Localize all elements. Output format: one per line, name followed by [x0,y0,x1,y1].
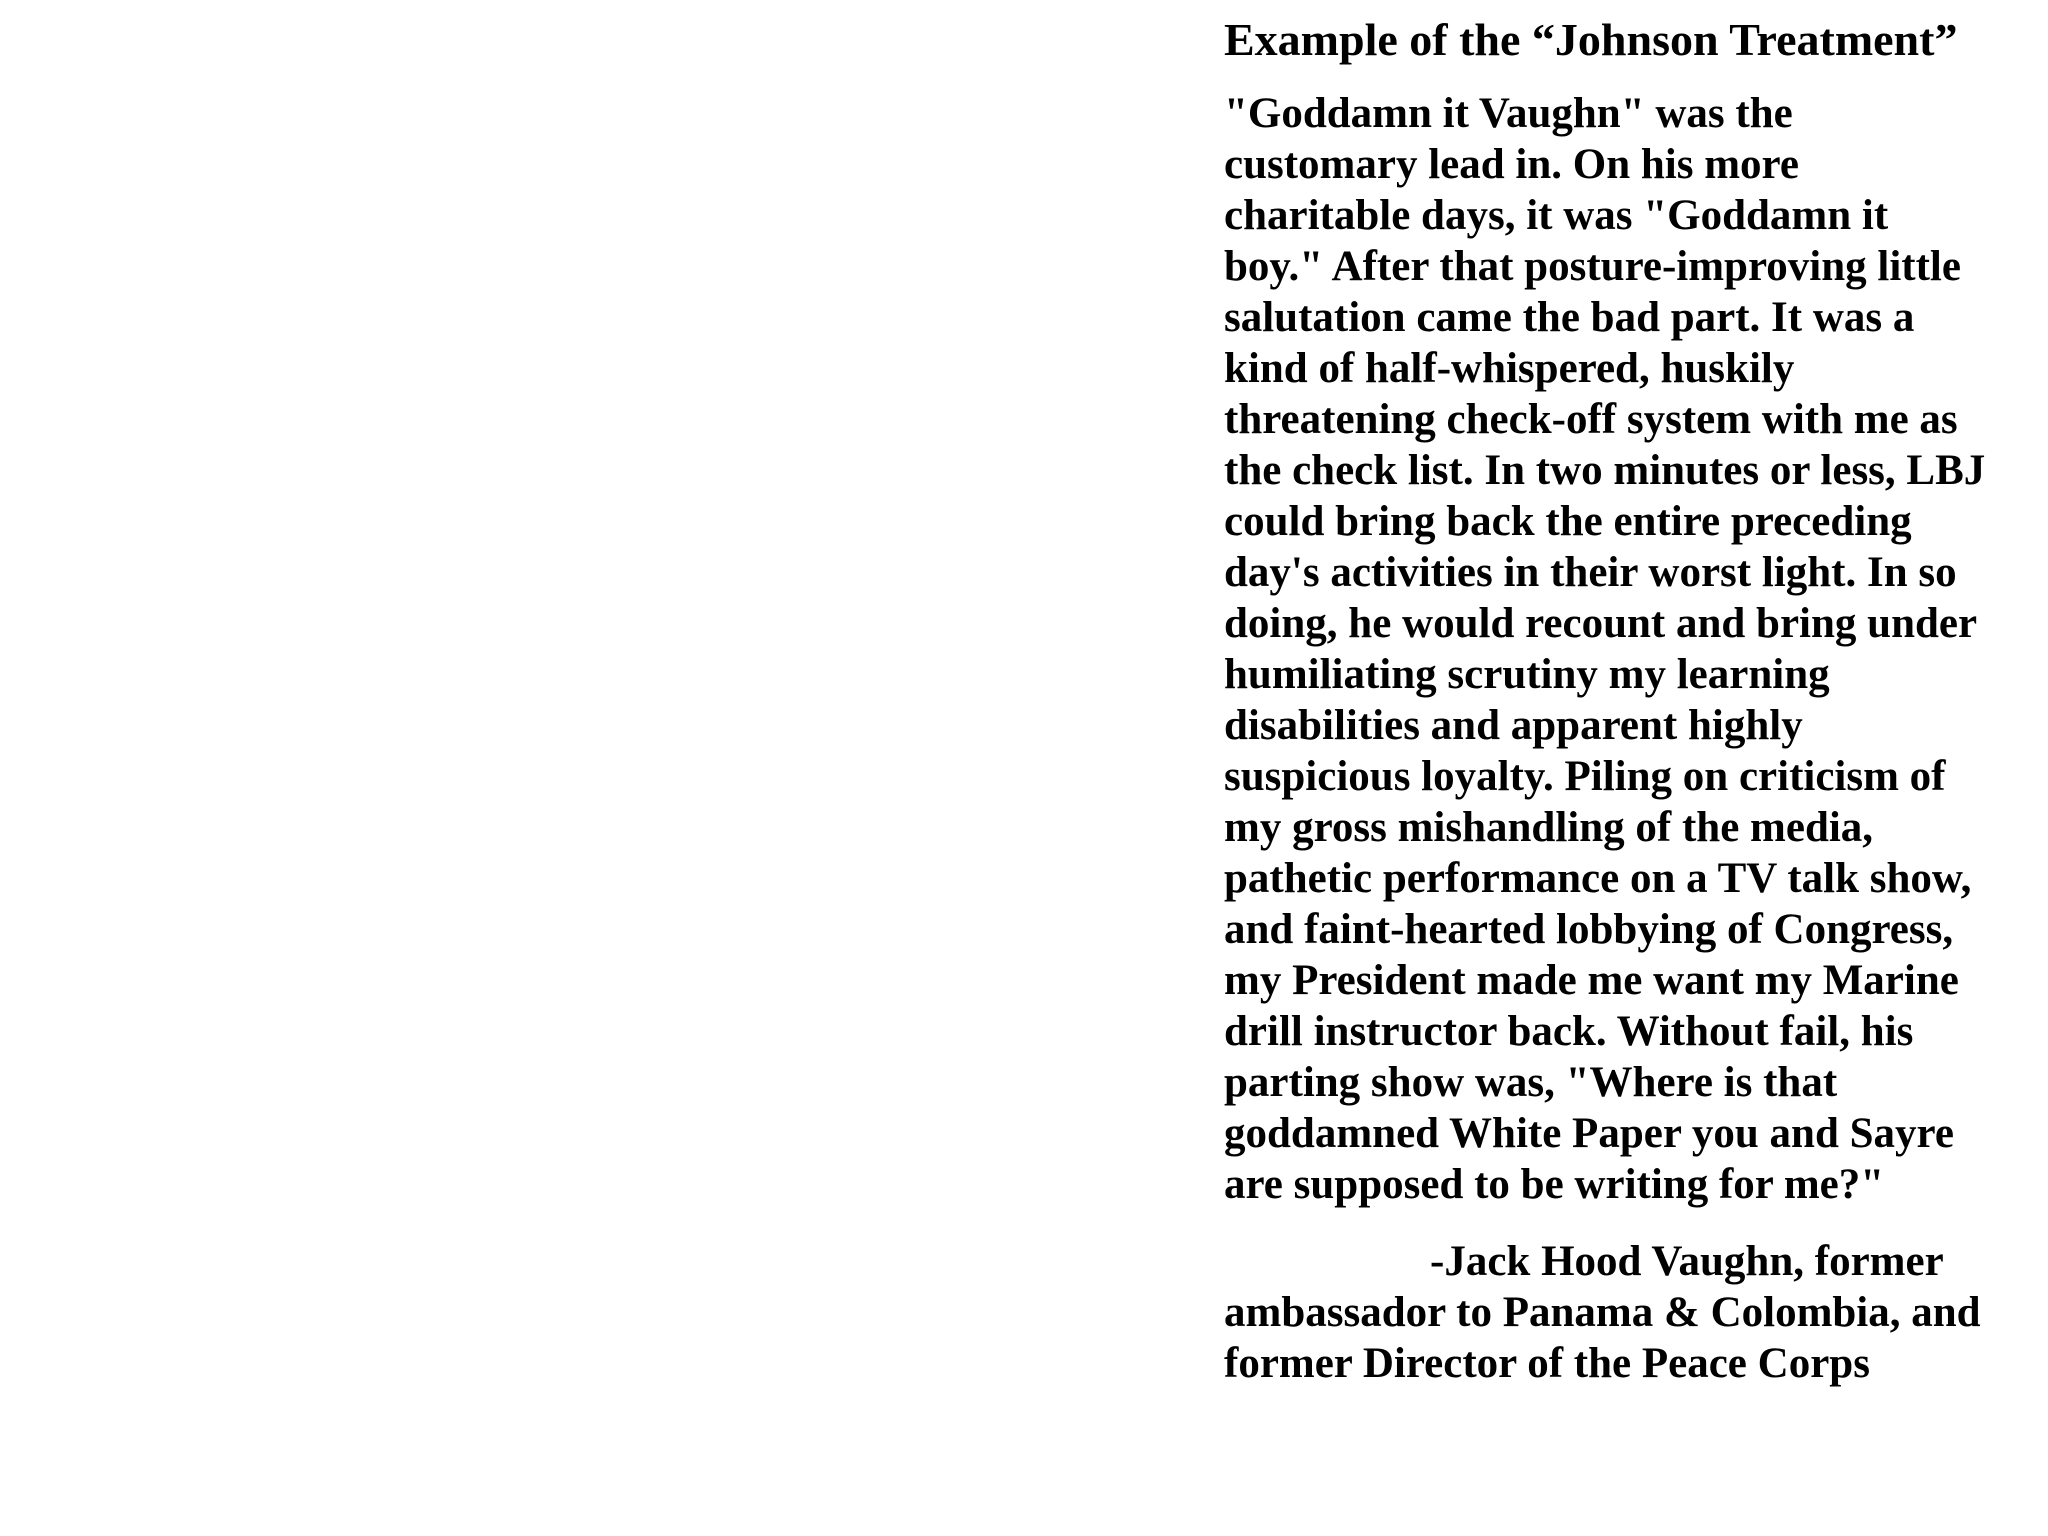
quote-line: customary lead in. On his more [1224,141,1799,188]
quote-line: could bring back the entire preceding [1224,498,1912,545]
quote-line: suspicious loyalty. Piling on criticism of [1224,753,1946,800]
quote-line: salutation came the bad part. It was a [1224,294,1915,341]
quote-line: threatening check-off system with me as [1224,396,1958,443]
document-column [1224,12,2044,1389]
quote-line: pathetic performance on a TV talk show, [1224,855,1972,902]
quote-line: doing, he would recount and bring under [1224,600,1978,647]
quote-line: drill instructor back. Without fail, his [1224,1008,1914,1055]
quote-line: and faint-hearted lobbying of Congress, [1224,906,1954,953]
quote-line: parting show was, "Where is that [1224,1059,1838,1106]
attribution-line: ambassador to Panama & Colombia, and [1224,1289,1981,1336]
attribution [1224,1236,2044,1389]
quote-line: humiliating scrutiny my learning [1224,651,1830,698]
quote-line: are supposed to be writing for me?" [1224,1161,1885,1208]
document-title: Example of the “Johnson Treatment” [1224,14,1958,65]
quote-line: goddamned White Paper you and Sayre [1224,1110,1954,1157]
quote-line: my gross mishandling of the media, [1224,804,1874,851]
quote-line: day's activities in their worst light. In so [1224,549,1957,596]
quote-line: disabilities and apparent highly [1224,702,1803,749]
quote-line: boy." After that posture-improving little [1224,243,1961,290]
quote-paragraph [1224,88,2044,1210]
quote-line: my President made me want my Marine [1224,957,1959,1004]
quote-line: "Goddamn it Vaughn" was the [1224,90,1793,137]
attribution-line: -Jack Hood Vaughn, former [1430,1238,1944,1285]
attribution-line: former Director of the Peace Corps [1224,1340,1870,1387]
quote-line: kind of half-whispered, huskily [1224,345,1795,392]
quote-line: the check list. In two minutes or less, LBJ [1224,447,1986,494]
quote-line: charitable days, it was "Goddamn it [1224,192,1889,239]
